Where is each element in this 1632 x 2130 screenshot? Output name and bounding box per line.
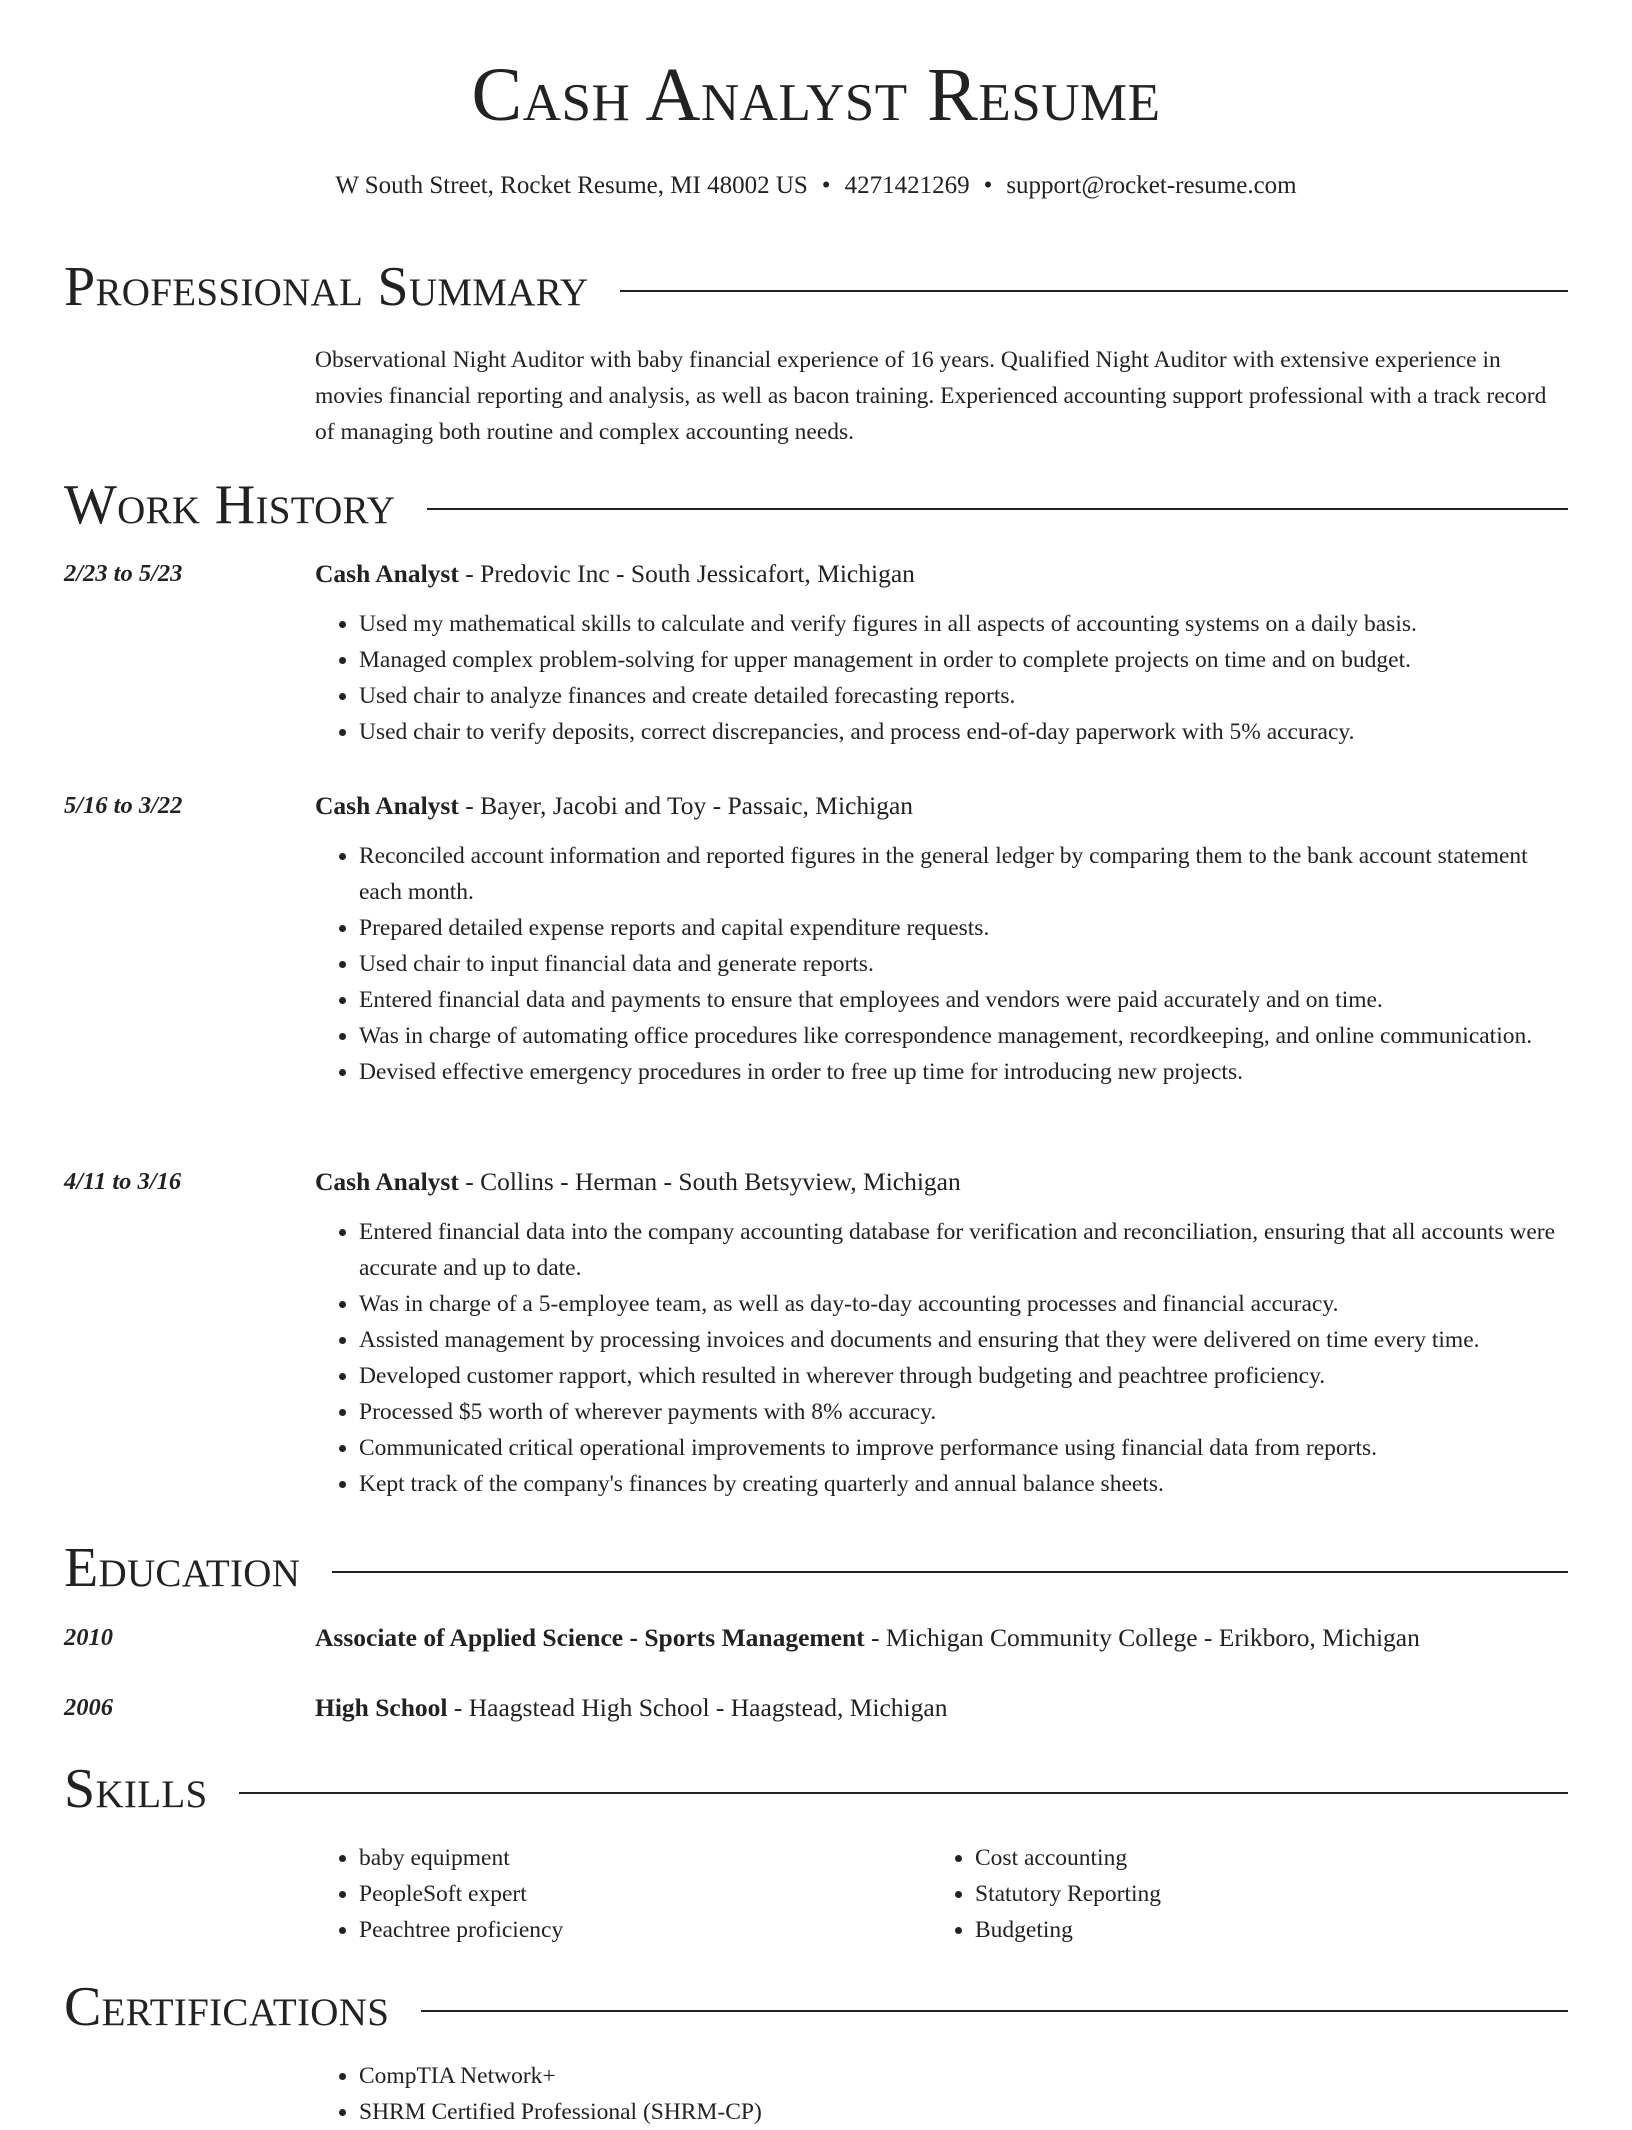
school-details: - Michigan Community College - Erikboro, Michigan xyxy=(864,1623,1420,1652)
job-header xyxy=(315,558,1568,590)
school-details: - Haagstead High School - Haagstead, Michigan xyxy=(447,1693,948,1722)
certifications-section xyxy=(64,1972,1568,2130)
list-item: • Used chair to analyze finances and create detailed forecasting reports. xyxy=(359,678,1568,714)
section-title: Education xyxy=(64,1537,301,1599)
skill-item: • Peachtree proficiency xyxy=(359,1912,931,1948)
skill-item: • PeopleSoft expert xyxy=(359,1876,931,1912)
certification-item: • CompTIA Network+ xyxy=(359,2058,1568,2094)
education-year: 2006 xyxy=(64,1694,113,1721)
job-bullets xyxy=(315,838,1568,1090)
work-history-section xyxy=(64,470,1568,540)
list-item: • Managed complex problem-solving for upper management in order to complete projects on time and on budget. xyxy=(359,642,1568,678)
education-header xyxy=(315,1622,1568,1654)
section-divider xyxy=(427,508,1568,510)
list-item: • Was in charge of automating office procedures like correspondence management, recordkeeping, and online communication. xyxy=(359,1018,1568,1054)
education-entry xyxy=(64,1692,1568,1724)
degree-name: Associate of Applied Science - Sports Management xyxy=(315,1623,865,1652)
certification-item: • SHRM Certified Professional (SHRM-CP) xyxy=(359,2094,1568,2130)
list-item: • Reconciled account information and reported figures in the general ledger by comparing them to the bank account statement each month. xyxy=(359,838,1568,910)
section-header xyxy=(64,1972,1568,2042)
degree-name: High School xyxy=(315,1693,448,1722)
job-entry xyxy=(64,790,1568,1090)
list-item: • Processed $5 worth of wherever payments with 8% accuracy. xyxy=(359,1394,1568,1430)
job-dates: 5/16 to 3/22 xyxy=(64,792,183,819)
list-item: • Was in charge of a 5-employee team, as well as day-to-day accounting processes and financial accuracy. xyxy=(359,1286,1568,1322)
education-entry xyxy=(64,1622,1568,1654)
job-title: Cash Analyst xyxy=(315,791,459,820)
job-details: - Collins - Herman - South Betsyview, Michigan xyxy=(458,1167,961,1196)
education-year: 2010 xyxy=(64,1624,113,1651)
job-title: Cash Analyst xyxy=(315,559,459,588)
section-title: Professional Summary xyxy=(64,256,589,318)
list-item: • Used my mathematical skills to calculate and verify figures in all aspects of accounting systems on a daily basis. xyxy=(359,606,1568,642)
certifications-column xyxy=(315,2058,1568,2130)
skill-item: • Cost accounting xyxy=(975,1840,1547,1876)
contact-phone: 4271421269 xyxy=(844,172,970,199)
list-item: • Used chair to verify deposits, correct discrepancies, and process end-of-day paperwork with 5% accuracy. xyxy=(359,714,1568,750)
list-item: • Assisted management by processing invoices and documents and ensuring that they were delivered on time every time. xyxy=(359,1322,1568,1358)
skill-item: • Statutory Reporting xyxy=(975,1876,1547,1912)
certifications-list xyxy=(315,2058,1568,2130)
skills-section xyxy=(64,1754,1568,1948)
job-title: Cash Analyst xyxy=(315,1167,459,1196)
section-divider xyxy=(620,290,1568,292)
section-header xyxy=(64,1754,1568,1824)
education-header xyxy=(315,1692,1568,1724)
list-item: • Entered financial data and payments to ensure that employees and vendors were paid accurately and on time. xyxy=(359,982,1568,1018)
skills-grid xyxy=(315,1840,1568,1948)
job-bullets xyxy=(315,606,1568,750)
section-title: Work History xyxy=(64,474,396,536)
section-divider xyxy=(332,1571,1568,1573)
section-header xyxy=(64,252,1568,322)
contact-line xyxy=(0,172,1632,200)
section-divider xyxy=(421,2010,1568,2012)
job-details: - Predovic Inc - South Jessicafort, Michigan xyxy=(458,559,915,588)
job-header xyxy=(315,1166,1568,1198)
skill-item: • Budgeting xyxy=(975,1912,1547,1948)
separator-dot: • xyxy=(821,172,831,199)
section-divider xyxy=(239,1792,1568,1794)
contact-email: support@rocket-resume.com xyxy=(1006,172,1297,199)
contact-address: W South Street, Rocket Resume, MI 48002 US xyxy=(335,172,808,199)
education-section xyxy=(64,1533,1568,1603)
list-item: • Prepared detailed expense reports and capital expenditure requests. xyxy=(359,910,1568,946)
list-item: • Communicated critical operational improvements to improve performance using financial data from reports. xyxy=(359,1430,1568,1466)
resume-title: Cash Analyst Resume xyxy=(471,53,1161,137)
list-item: • Devised effective emergency procedures in order to free up time for introducing new projects. xyxy=(359,1054,1568,1090)
job-details: - Bayer, Jacobi and Toy - Passaic, Michigan xyxy=(458,791,914,820)
section-title: Certifications xyxy=(64,1976,390,2038)
section-header xyxy=(64,470,1568,540)
job-entry xyxy=(64,558,1568,750)
skills-column-left xyxy=(315,1840,931,1948)
job-header xyxy=(315,790,1568,822)
summary-section xyxy=(64,252,1568,450)
separator-dot: • xyxy=(983,172,993,199)
list-item: • Developed customer rapport, which resulted in wherever through budgeting and peachtree proficiency. xyxy=(359,1358,1568,1394)
skill-item: • baby equipment xyxy=(359,1840,931,1876)
section-title: Skills xyxy=(64,1758,208,1820)
job-bullets xyxy=(315,1214,1568,1502)
skills-column-right xyxy=(931,1840,1547,1948)
summary-text: Observational Night Auditor with baby financial experience of 16 years. Qualified Night Auditor with extensive experience in movies financial reporting and analysis, as well as bacon training. Experienced accounting support professional with a track record of managing both routine and complex accounting needs. xyxy=(315,347,1547,445)
list-item: • Kept track of the company's finances by creating quarterly and annual balance sheets. xyxy=(359,1466,1568,1502)
job-dates: 2/23 to 5/23 xyxy=(64,560,183,587)
section-header xyxy=(64,1533,1568,1603)
job-entry xyxy=(64,1166,1568,1502)
job-dates: 4/11 to 3/16 xyxy=(64,1168,182,1195)
list-item: • Entered financial data into the company accounting database for verification and reconciliation, ensuring that all accounts were accurate and up to date. xyxy=(359,1214,1568,1286)
list-item: • Used chair to input financial data and generate reports. xyxy=(359,946,1568,982)
